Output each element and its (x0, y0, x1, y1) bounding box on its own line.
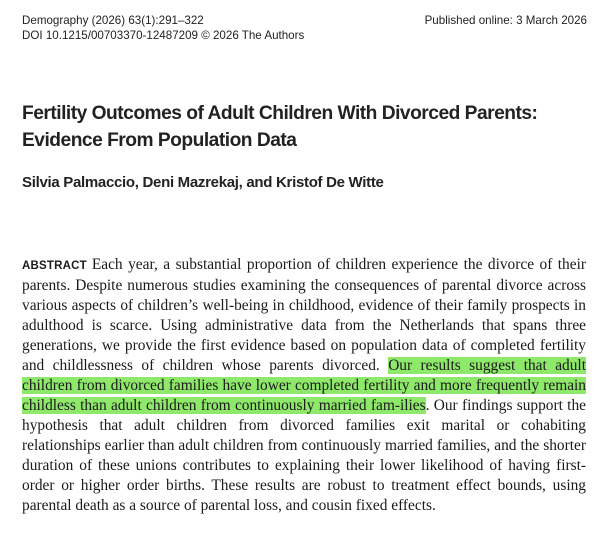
abstract-label: ABSTRACT (22, 260, 87, 272)
journal-citation: Demography (2026) 63(1):291–322 (22, 14, 204, 27)
highlighted-text[interactable]: Our results suggest that adult children from divorced families have lower completed fertility and more frequently remain childless than adult children from continuously married fam-ilies (22, 357, 586, 414)
abstract-paragraph (22, 255, 586, 516)
author-list: Silvia Palmaccio, Deni Mazrekaj, and Kristof De Witte (22, 174, 384, 191)
doi-line: DOI 10.1215/00703370-12487209 © 2026 The Authors (22, 29, 305, 42)
published-date: Published online: 3 March 2026 (424, 14, 587, 27)
abstract-text-after: . Our findings support the hypothesis that adult children from divorced families exit marital or cohabiting relationships earlier than adult children from continuously married families, and the shorter duration of these unions contributes to explaining their lower likelihood of having first-order or higher order births. These results are robust to treatment effect bounds, using parental death as a source of parental loss, and cousin fixed effects. (22, 397, 586, 514)
citation-block (22, 13, 382, 43)
abstract-text-before: Each year, a substantial proportion of children experience the divorce of their parents. Despite numerous studies examining the consequences of parental divorce across various aspects of children’s well-being in childhood, evidence of their family prospects in adulthood is scarce. Using administrative data from the Netherlands that spans three generations, we provide the first evidence based on population data of completed fertility and childlessness of children whose parents divorced. (22, 256, 586, 374)
article-title: Fertility Outcomes of Adult Children With Divorced Parents: Evidence From Population Data (22, 103, 538, 151)
